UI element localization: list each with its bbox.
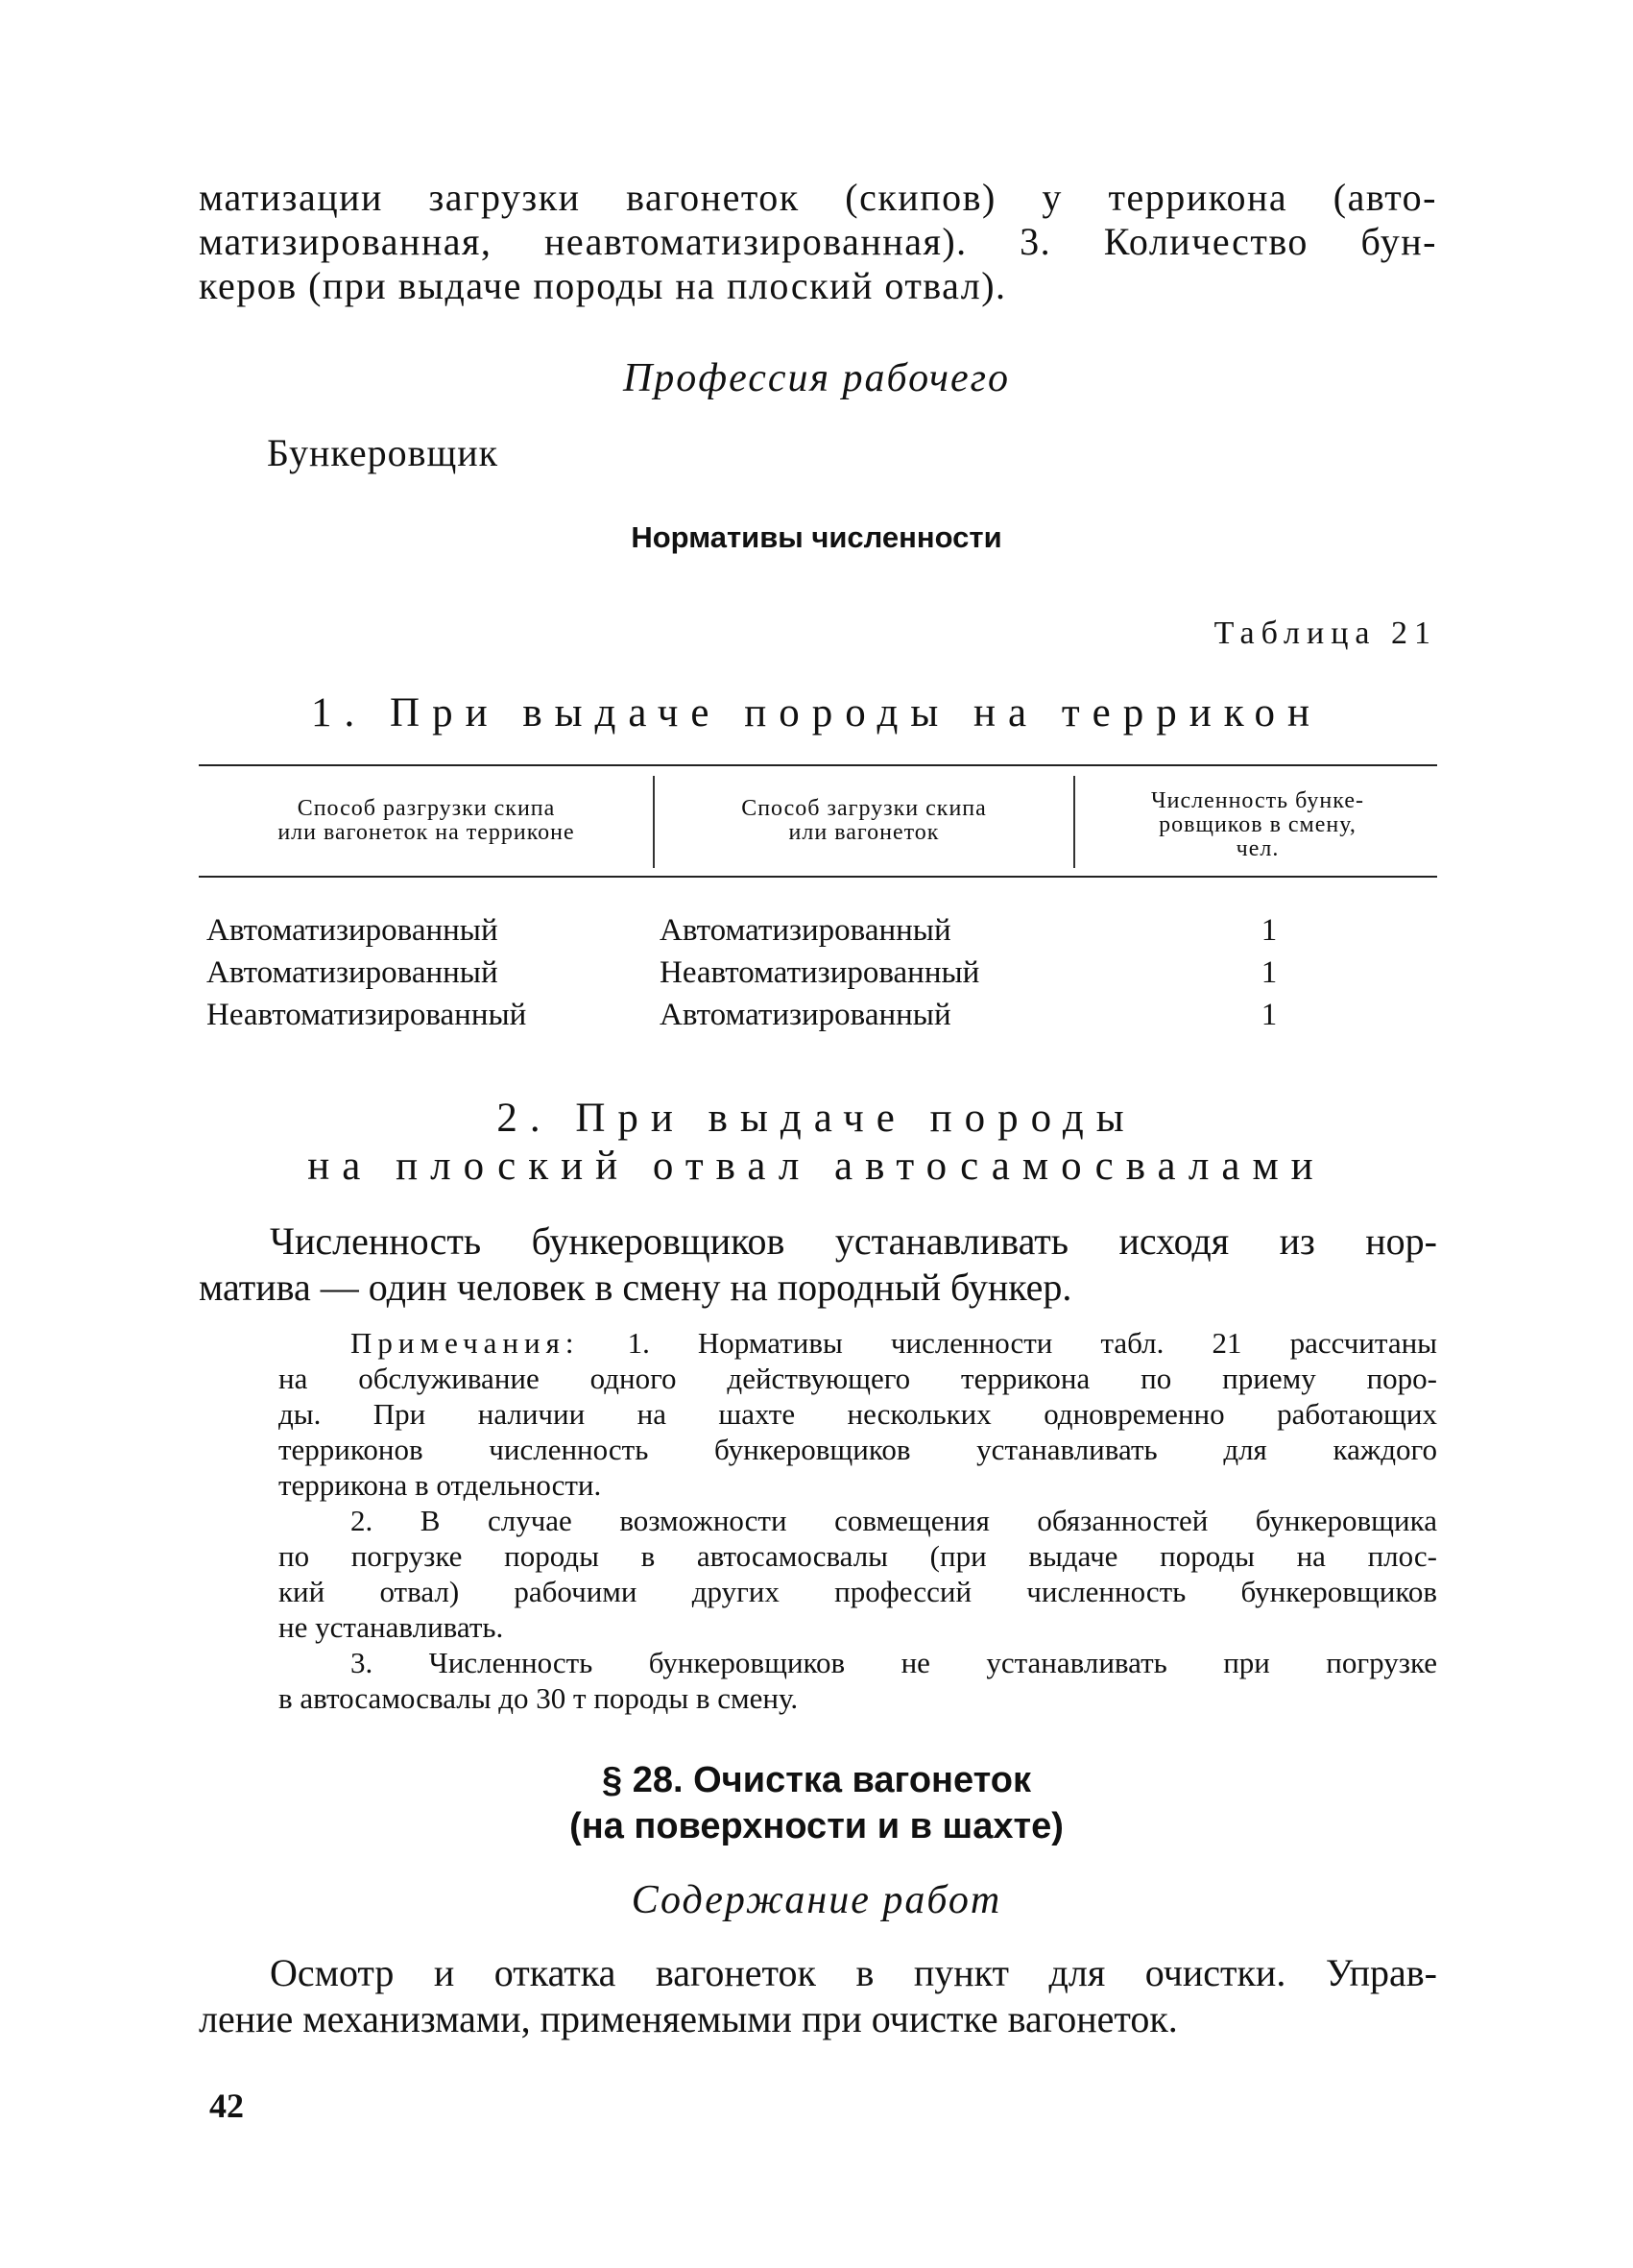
body-paragraph-line-1: Численность бункеровщиков устанавливать исходя из нор- [270, 1219, 1437, 1263]
table-cell: 1 [1261, 998, 1278, 1032]
subtable2-title-line-2: на плоский отвал автосамосвалами [307, 1144, 1326, 1189]
table-cell: Автоматизированный [206, 913, 498, 948]
table-col-separator-1 [653, 776, 655, 868]
intro-line-2: матизированная, неавтоматизированная). 3. Количество бун- [199, 220, 1437, 263]
notes-line: терриконов численность бункеровщиков устанавливать для каждого [278, 1433, 1437, 1466]
table-header-bottom-rule [199, 876, 1437, 878]
table-row [199, 908, 1437, 953]
table-cell: Неавтоматизированный [660, 955, 980, 990]
subtable2-title-line-1: 2. При выдаче породы [496, 1096, 1137, 1141]
table-header-loading: Способ загрузки скипа или вагонеток [741, 796, 987, 845]
notes-line: кий отвал) рабочими других профессий численность бункеровщиков [278, 1575, 1437, 1608]
table-row [199, 951, 1437, 995]
table-number: Таблица 21 [1213, 615, 1437, 651]
table-col-separator-2 [1073, 776, 1075, 868]
notes-label: Примечания: [350, 1326, 580, 1360]
table-top-rule [199, 764, 1437, 766]
notes-line: в автосамосвалы до 30 т породы в смену. [278, 1681, 799, 1715]
notes-line: террикона в отдельности. [278, 1468, 602, 1502]
table-cell: Автоматизированный [660, 913, 951, 948]
subtable1-title: 1. При выдаче породы на террикон [311, 690, 1322, 736]
notes-line: ды. При наличии на шахте нескольких одновременно работающих [278, 1397, 1437, 1431]
content-heading: Содержание работ [631, 1878, 1002, 1922]
content-line-1: Осмотр и откатка вагонеток в пункт для очистки. Управ- [270, 1951, 1437, 1994]
intro-line-3: керов (при выдаче породы на плоский отвал). [199, 264, 1007, 307]
table-row [199, 993, 1437, 1037]
content-line-2: ление механизмами, применяемыми при очистке вагонеток. [199, 1997, 1178, 2040]
table-header-unloading: Способ разгрузки скипа или вагонеток на терриконе [277, 796, 575, 845]
table-cell: Неавтоматизированный [206, 998, 527, 1032]
table-cell: 1 [1261, 955, 1278, 990]
section-title-line-2: (на поверхности и в шахте) [569, 1806, 1064, 1846]
notes-line: не устанавливать. [278, 1610, 504, 1644]
profession-heading: Профессия рабочего [622, 356, 1011, 400]
notes-line: на обслуживание одного действующего террикона по приему поро- [278, 1362, 1437, 1395]
table-cell: Автоматизированный [660, 998, 951, 1032]
norms-title: Нормативы численности [631, 520, 1002, 554]
table-header-count: Численность бунке- ровщиков в смену, чел. [1151, 788, 1364, 861]
notes-line-1: Примечания: 1. Нормативы численности табл. 21 рассчитаны [350, 1326, 1438, 1360]
profession-name: Бункеровщик [267, 431, 499, 474]
table-cell: Автоматизированный [206, 955, 498, 990]
intro-line-1: матизации загрузки вагонеток (скипов) у террикона (авто- [199, 176, 1437, 219]
page-number: 42 [209, 2087, 244, 2125]
notes-line: по погрузке породы в автосамосвалы (при выдаче породы на плос- [278, 1539, 1437, 1573]
section-title-line-1: § 28. Очистка вагонеток [602, 1760, 1031, 1800]
notes-line: 2. В случае возможности совмещения обязанностей бункеровщика [350, 1504, 1437, 1537]
notes-line: 3. Численность бункеровщиков не устанавливать при погрузке [350, 1646, 1437, 1679]
body-paragraph-line-2: матива — один человек в смену на породный бункер. [199, 1266, 1072, 1309]
table-cell: 1 [1261, 913, 1278, 948]
